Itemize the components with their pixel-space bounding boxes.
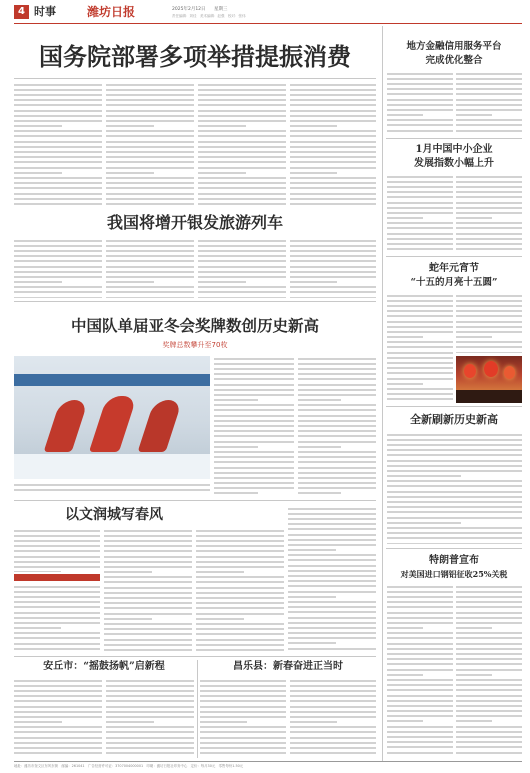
- section-name: 时事: [34, 5, 56, 18]
- article-body-silver-tourism: [198, 238, 286, 298]
- issue-date: 2025年2月12日: [172, 7, 206, 12]
- section-rule: [14, 301, 376, 302]
- article-body-finance: [387, 71, 453, 135]
- article-body-lantern: [387, 293, 453, 401]
- lantern-photo: [456, 356, 522, 403]
- headline-silver-tourism: 我国将增开银发旅游列车: [106, 213, 283, 232]
- lantern-icon: [504, 366, 515, 379]
- article-body-winter-games: [298, 356, 376, 496]
- section-rule: [386, 138, 522, 139]
- article-body-anqiu: [14, 678, 102, 756]
- crowd-silhouette: [456, 390, 522, 403]
- article-body-culture: [288, 506, 376, 652]
- headline-tariff-1: 特朗普宣布: [429, 555, 479, 566]
- article-body-winter-games: [214, 356, 294, 496]
- column-divider: [197, 660, 198, 758]
- article-body-tariff: [456, 584, 522, 756]
- footer-rule: [14, 761, 522, 762]
- section-rule: [386, 548, 522, 549]
- headline-finance-1: 地方金融信用服务平台: [406, 41, 502, 52]
- article-body-box-office: [387, 432, 522, 544]
- skater-figure: [44, 400, 89, 452]
- article-body-changle: [200, 678, 286, 756]
- headline-changle: 昌乐县：新春奋进正当时: [233, 661, 343, 672]
- skater-figure: [138, 400, 183, 452]
- masthead: [14, 4, 522, 22]
- headline-winter-games: 中国队单届亚冬会奖牌数创历史新高: [70, 316, 319, 335]
- speed-skating-photo: [14, 356, 210, 479]
- article-body-anqiu: [106, 678, 194, 756]
- article-body-small-business: [456, 174, 522, 252]
- section-badge: [14, 574, 100, 581]
- headline-box-office: 全新刷新历史新高: [410, 413, 498, 426]
- headline-rule: [14, 78, 376, 79]
- article-body-state-council: [14, 82, 102, 208]
- headline-state-council: 国务院部署多项举措提振消费: [39, 42, 351, 71]
- article-body-changle: [290, 678, 376, 756]
- headline-finance-2: 完成优化整合: [425, 55, 483, 66]
- article-body-finance: [456, 71, 522, 135]
- article-body-state-council: [198, 82, 286, 208]
- article-body-lantern: [456, 293, 522, 353]
- ice-surface: [14, 454, 210, 479]
- article-body-small-business: [387, 174, 453, 252]
- headline-culture: 以文润城写春风: [65, 507, 163, 523]
- headline-small-business-1: 1月中国中小企业: [415, 144, 493, 155]
- ad-boards: [14, 374, 210, 386]
- headline-anqiu: 安丘市：“摇鼓扬帆”启新程: [43, 661, 165, 672]
- article-body-state-council: [290, 82, 376, 208]
- editor-line: 责任编辑：刘佳 美术编辑：赵强 校对：张伟: [172, 14, 246, 18]
- footer-text: 地址：潍坊市奎文区东风东街 邮编：261041 广告经营许可证：3707004000001 印刷：潍坊日报社印务中心 定价：每月30元 零售每份1.50元: [14, 764, 244, 768]
- article-body-culture: [14, 584, 100, 652]
- section-rule: [386, 256, 522, 257]
- headline-tariff-2: 对美国进口钢铝征收25%关税: [400, 569, 508, 579]
- lantern-icon: [464, 364, 476, 378]
- article-body-silver-tourism: [106, 238, 194, 298]
- headline-small-business-2: 发展指数小幅上升: [414, 158, 494, 169]
- skater-figure: [89, 396, 137, 452]
- photo-caption: [14, 482, 210, 494]
- section-rule: [386, 406, 522, 407]
- section-rule: [14, 500, 376, 501]
- article-body-tariff: [387, 584, 453, 756]
- article-body-culture: [196, 528, 284, 652]
- paper-logo: 潍坊日报: [87, 5, 136, 19]
- headline-lantern-2: “十五的月亮十五圆”: [410, 277, 498, 288]
- article-body-silver-tourism: [290, 238, 376, 298]
- section-rule: [14, 656, 376, 657]
- issue-weekday: 星期三: [214, 7, 228, 12]
- article-body-culture: [14, 528, 100, 572]
- column-divider: [382, 26, 383, 761]
- article-body-state-council: [106, 82, 194, 208]
- article-body-silver-tourism: [14, 238, 102, 298]
- article-body-culture: [104, 528, 192, 652]
- subhead-winter-games: 奖牌总数攀升至70枚: [162, 341, 228, 349]
- page-number: 4: [14, 5, 29, 19]
- lantern-icon: [484, 361, 498, 377]
- masthead-rule: [14, 23, 522, 24]
- headline-lantern-1: 蛇年元宵节: [429, 263, 479, 274]
